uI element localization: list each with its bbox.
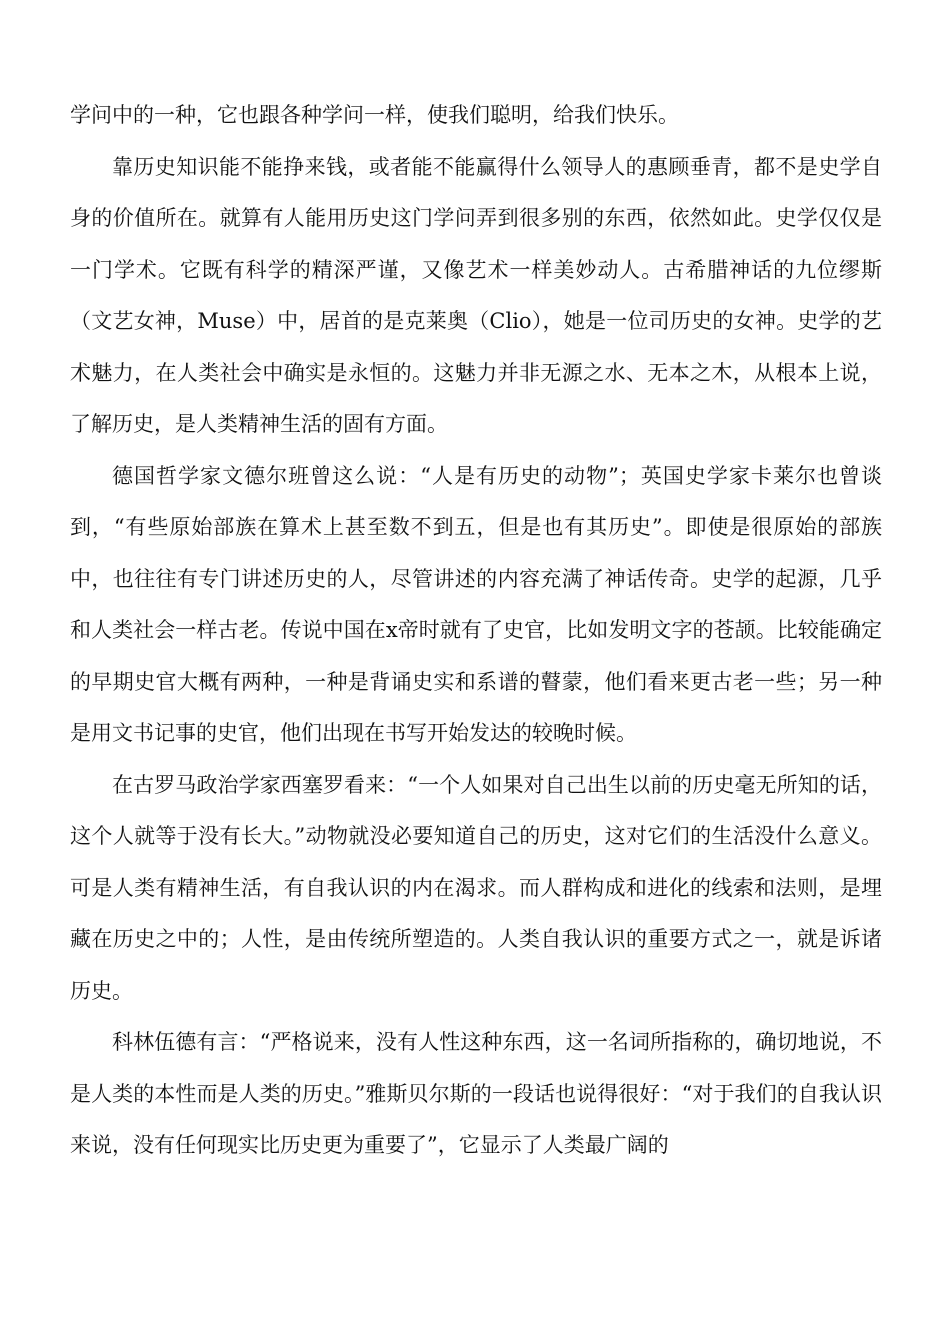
paragraph-collingwood: 科林伍德有言：“严格说来，没有人性这种东西，这一名词所指称的，确切地说，不是人类的本性而是人类的历史。”雅斯贝尔斯的一段话也说得很好：“对于我们的自我认识来说，没有任何现实比历史更为重要了”，它显示了人类最广阔的 xyxy=(70,1030,882,1157)
paragraph-history-value: 靠历史知识能不能挣来钱，或者能不能赢得什么领导人的惠顾垂青，都不是史学自身的价值所在。就算有人能用历史这门学问弄到很多别的东西，依然如此。史学仅仅是一门学术。它既有科学的精深严谨，又像艺术一样美妙动人。古希腊神话的九位缪斯（文艺女神，Muse）中，居首的是克莱奥（Clio），她是一位司历史的女神。史学的艺术魅力，在人类社会中确实是永恒的。这魅力并非无源之水、无本之木，从根本上说，了解历史，是人类精神生活的固有方面。 xyxy=(70,154,882,436)
paragraph-history-origin: 德国哲学家文德尔班曾这么说：“人是有历史的动物”；英国史学家卡莱尔也曾谈到，“有些原始部族在算术上甚至数不到五，但是也有其历史”。即使是很原始的部族中，也往往有专门讲述历史的人，尽管讲述的内容充满了神话传奇。史学的起源，几乎和人类社会一样古老。传说中国在x帝时就有了史官，比如发明文字的苍颉。比较能确定的早期史官大概有两种，一种是背诵史实和系谱的瞽蒙，他们看来更古老一些；另一种是用文书记事的史官，他们出现在书写开始发达的较晚时候。 xyxy=(70,463,882,745)
paragraph-cicero: 在古罗马政治学家西塞罗看来：“一个人如果对自己出生以前的历史毫无所知的话，这个人就等于没有长大。”动物就没必要知道自己的历史，这对它们的生活没什么意义。可是人类有精神生活，有自我认识的内在渴求。而人群构成和进化的线索和法则，是埋藏在历史之中的；人性，是由传统所塑造的。人类自我认识的重要方式之一，就是诉诸历史。 xyxy=(70,772,882,1003)
paragraph-continuation: 学问中的一种，它也跟各种学问一样，使我们聪明，给我们快乐。 xyxy=(70,103,679,127)
body-text xyxy=(70,90,882,1172)
